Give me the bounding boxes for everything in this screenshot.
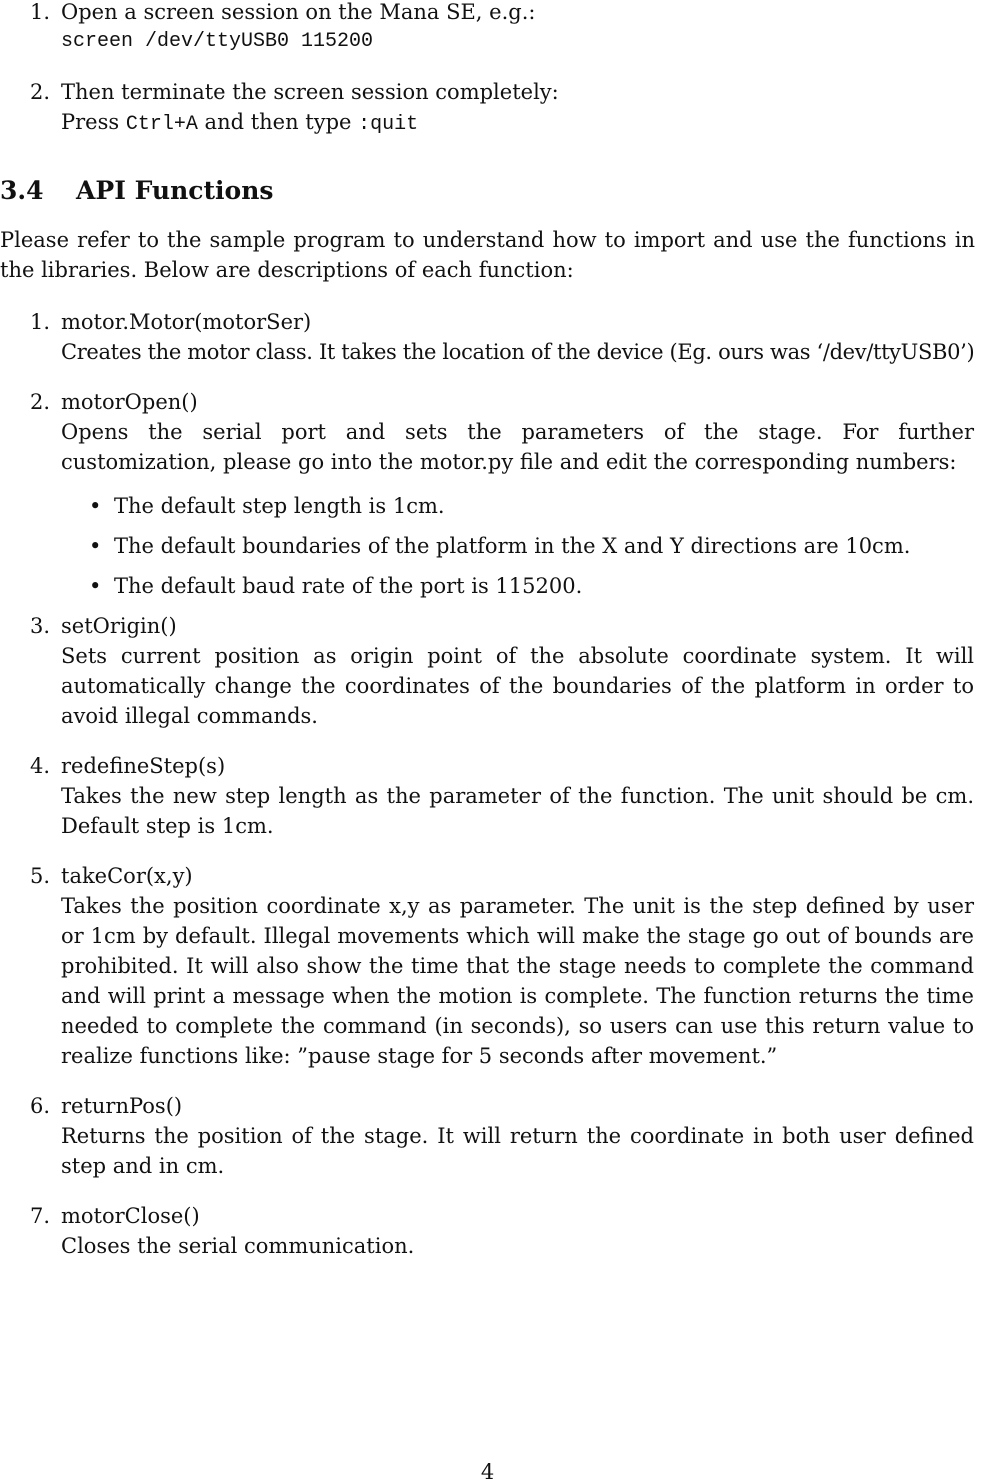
function-description: Opens the serial port and sets the parameters of the stage. For further customization, please go into the motor.py file and edit the corresponding numbers: <box>61 420 974 474</box>
function-item <box>0 387 974 601</box>
section-number: 3.4 <box>0 176 44 205</box>
section-title: API Functions <box>76 176 274 205</box>
step-instruction <box>61 107 559 140</box>
step-text: Open a screen session on the Mana SE, e.g.: <box>61 0 536 24</box>
function-description: Takes the position coordinate x,y as parameter. The unit is the step defined by user or 1cm by default. Illegal movements which will make the stage go out of bounds are prohibited. It will also show the time that the stage needs to complete the command and will print a message when the motion is complete. The function returns the time needed to complete the command (in seconds), so users can use this return value to realize functions like: ”pause stage for 5 seconds after movement.” <box>61 894 974 1068</box>
list-number: 3. <box>29 614 50 638</box>
function-description: Returns the position of the stage. It will return the coordinate in both user defined step and in cm. <box>61 1124 974 1178</box>
function-item <box>0 1201 974 1261</box>
list-number: 1. <box>29 0 50 24</box>
function-item <box>0 611 974 731</box>
press-prefix: Press <box>61 110 120 134</box>
function-name: motorClose() <box>61 1204 200 1228</box>
step-text: Then terminate the screen session completely: <box>61 80 559 104</box>
function-name: motorOpen() <box>61 390 198 414</box>
intro-paragraph: Please refer to the sample program to understand how to import and use the functions in the libraries. Below are descriptions of each function: <box>0 228 975 282</box>
bullet-icon: • <box>89 574 102 598</box>
setup-step-2 <box>0 77 559 140</box>
default-settings-list <box>61 491 974 601</box>
quit-command: :quit <box>358 113 419 136</box>
list-number: 6. <box>29 1094 50 1118</box>
function-name: takeCor(x,y) <box>61 864 193 888</box>
bullet-icon: • <box>89 494 102 518</box>
function-description: Closes the serial communication. <box>61 1234 415 1258</box>
key-combo: Ctrl+A <box>125 113 198 136</box>
list-number: 2. <box>29 390 50 414</box>
code-snippet: screen /dev/ttyUSB0 115200 <box>61 30 374 53</box>
list-number: 4. <box>29 754 50 778</box>
section-heading <box>0 172 273 210</box>
bullet-text: The default baud rate of the port is 115200. <box>114 574 583 598</box>
function-name: motor.Motor(motorSer) <box>61 310 312 334</box>
press-middle: and then type <box>204 110 352 134</box>
list-number: 7. <box>29 1204 50 1228</box>
bullet-item <box>61 531 974 561</box>
function-description: Takes the new step length as the parameter of the function. The unit should be cm. Default step is 1cm. <box>61 784 974 838</box>
function-name: setOrigin() <box>61 614 177 638</box>
bullet-text: The default step length is 1cm. <box>114 494 445 518</box>
bullet-icon: • <box>89 534 102 558</box>
function-name: redefineStep(s) <box>61 754 226 778</box>
bullet-item <box>61 571 974 601</box>
setup-step-1 <box>0 0 559 57</box>
function-name: returnPos() <box>61 1094 183 1118</box>
bullet-item <box>61 491 974 521</box>
bullet-text: The default boundaries of the platform in the X and Y directions are 10cm. <box>114 534 911 558</box>
setup-steps-list <box>0 0 559 140</box>
function-item <box>0 861 974 1071</box>
function-list <box>0 307 974 1261</box>
function-description: Creates the motor class. It takes the location of the device (Eg. ours was ‘/dev/ttyUSB0’) <box>61 340 975 364</box>
function-item <box>0 307 974 367</box>
page-number: 4 <box>480 1460 495 1484</box>
function-description: Sets current position as origin point of the absolute coordinate system. It will automatically change the coordinates of the boundaries of the platform in order to avoid illegal commands. <box>61 644 974 728</box>
list-number: 5. <box>29 864 50 888</box>
list-number: 1. <box>29 310 50 334</box>
function-item <box>0 751 974 841</box>
function-item <box>0 1091 974 1181</box>
list-number: 2. <box>29 80 50 104</box>
